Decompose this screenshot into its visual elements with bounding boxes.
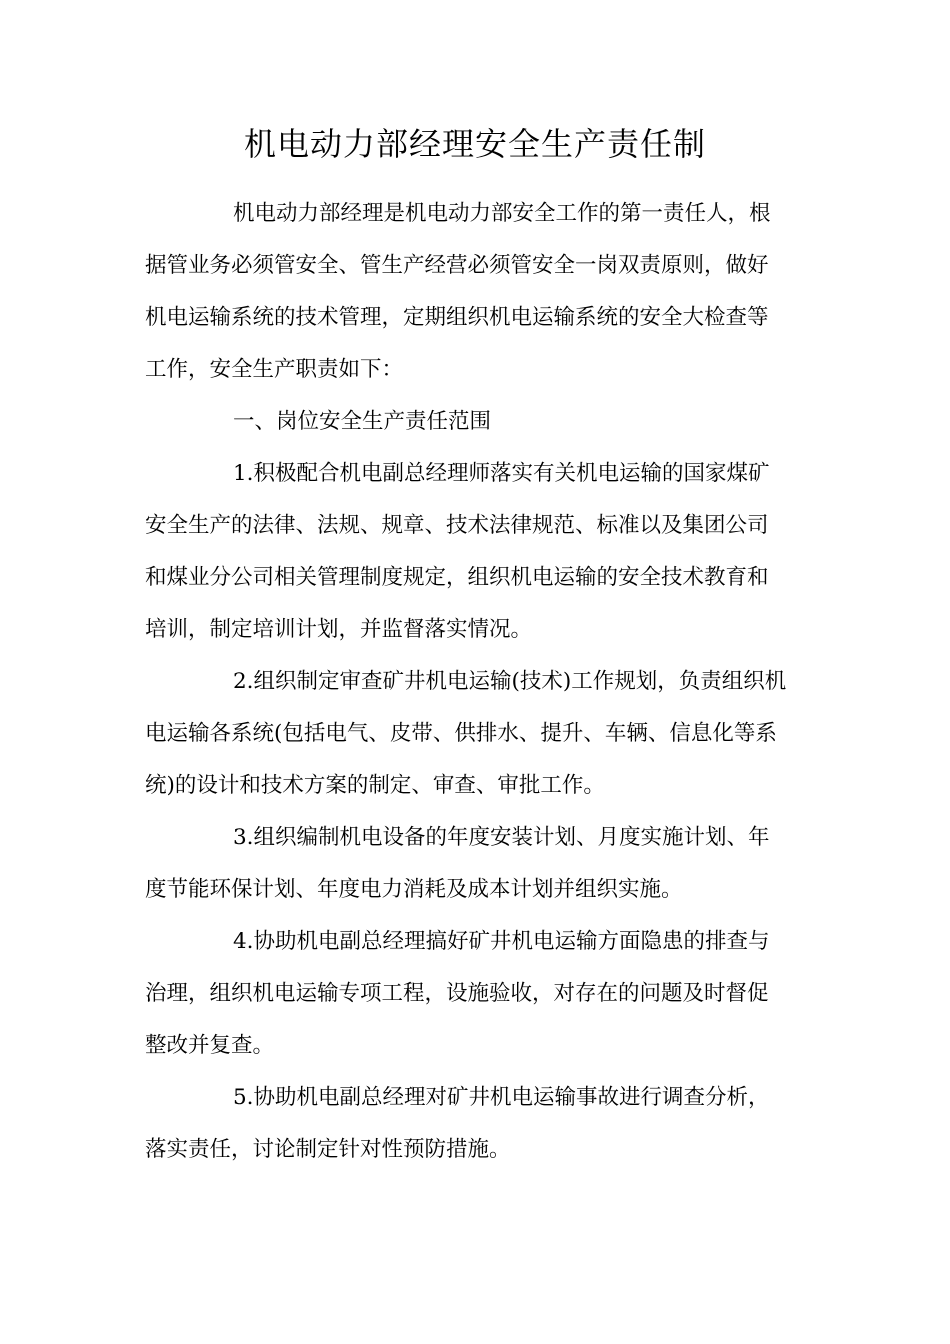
paragraph-line: 电运输各系统(包括电气、皮带、供排水、提升、车辆、信息化等系 — [145, 721, 777, 746]
paragraph-line: 安全生产的法律、法规、规章、技术法律规范、标准以及集团公司 — [145, 513, 769, 538]
paragraph-item-4 — [145, 916, 805, 1072]
paragraph-item-2 — [145, 656, 805, 812]
document-title: 机电动力部经理安全生产责任制 — [243, 125, 706, 163]
paragraph-item-3 — [145, 812, 805, 916]
paragraph-line: 落实责任，讨论制定针对性预防措施。 — [145, 1137, 511, 1162]
paragraph-line: 4.协助机电副总经理搞好矿井机电运输方面隐患的排查与 — [233, 929, 770, 954]
paragraph-line: 整改并复查。 — [145, 1033, 275, 1058]
paragraph-line: 1.积极配合机电副总经理师落实有关机电运输的国家煤矿 — [233, 461, 770, 486]
paragraph-item-5 — [145, 1072, 805, 1176]
paragraph-line: 度节能环保计划、年度电力消耗及成本计划并组织实施。 — [145, 877, 683, 902]
paragraph-intro — [145, 188, 805, 396]
paragraph-line: 统)的设计和技术方案的制定、审查、审批工作。 — [145, 773, 605, 798]
paragraph-line: 3.组织编制机电设备的年度安装计划、月度实施计划、年 — [233, 825, 770, 850]
paragraph-line: 5.协助机电副总经理对矿井机电运输事故进行调查分析， — [233, 1085, 770, 1110]
paragraph-line: 机电运输系统的技术管理，定期组织机电运输系统的安全大检查等 — [145, 305, 769, 330]
section-heading-text: 一、岗位安全生产责任范围 — [233, 409, 492, 434]
paragraph-line: 据管业务必须管安全、管生产经营必须管安全一岗双责原则，做好 — [145, 253, 769, 278]
paragraph-line: 工作，安全生产职责如下： — [145, 357, 404, 382]
document-body — [145, 188, 805, 1176]
paragraph-line: 2.组织制定审查矿井机电运输(技术)工作规划，负责组织机 — [233, 669, 787, 694]
paragraph-item-1 — [145, 448, 805, 656]
paragraph-line: 治理，组织机电运输专项工程，设施验收，对存在的问题及时督促 — [145, 981, 769, 1006]
section-heading — [145, 396, 805, 448]
paragraph-line: 培训，制定培训计划，并监督落实情况。 — [145, 617, 533, 642]
paragraph-line: 和煤业分公司相关管理制度规定，组织机电运输的安全技术教育和 — [145, 565, 769, 590]
paragraph-line: 机电动力部经理是机电动力部安全工作的第一责任人，根 — [233, 201, 771, 226]
